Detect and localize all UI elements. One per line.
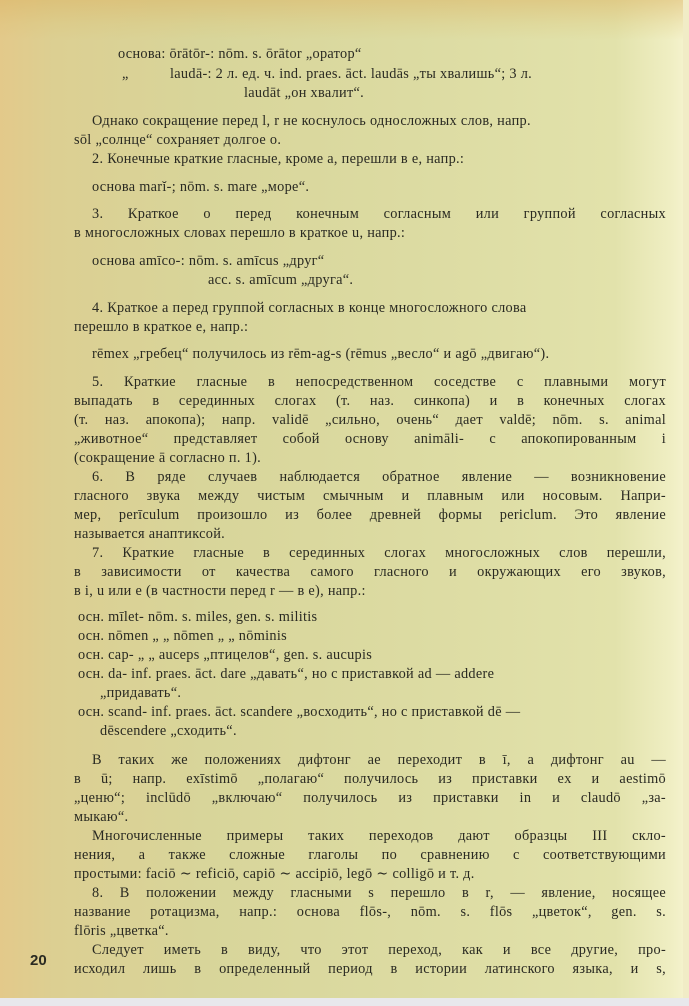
text-line: в i, u или e (в частности перед r — в e), напр.:	[74, 583, 366, 599]
text-line: гласного звука между чистым смычным и плавным или носовым. Напри-	[74, 488, 666, 504]
text-line: flōris „цветка“.	[74, 923, 169, 939]
text-line: перешло в краткое e, напр.:	[74, 319, 249, 335]
text-line: (сокращение ā согласно п. 1).	[74, 450, 262, 466]
text-line: (т. наз. апокопа); напр. validē „сильно, очень“ дает valdē; nōm. s. animal	[74, 412, 666, 428]
page-number: 20	[30, 952, 47, 969]
text-line: называется анаптиксой.	[74, 526, 226, 542]
text-line: основа: ōrātōr-: nōm. s. ōrātor „оратор“	[118, 46, 362, 62]
page-edge	[683, 0, 689, 998]
text-line: 3. Краткое о перед конечным согласным или группой согласных	[92, 206, 666, 222]
text-line: В таких же положениях дифтонг ae переходит в ī, а дифтонг au —	[92, 752, 666, 768]
text-line: „придавать“.	[100, 685, 182, 701]
text-line: мыкаю“.	[74, 809, 129, 825]
text-line: осн. scand- inf. praes. āct. scandere „восходить“, но с приставкой dē —	[78, 704, 521, 720]
text-line: осн. mīlet- nōm. s. miles, gen. s. militis	[78, 609, 318, 625]
text-line: осн. nōmen „ „ nōmen „ „ nōminis	[78, 628, 287, 644]
text-line: осн. cap- „ „ auceps „птицелов“, gen. s. aucupis	[78, 647, 373, 663]
text-line: acc. s. amīcum „друга“.	[208, 272, 354, 288]
text-line: выпадать в серединных слогах (т. наз. синкопа) и в конечных слогах	[74, 393, 666, 409]
text-line: Следует иметь в виду, что этот переход, как и все другие, про-	[92, 942, 666, 958]
text-line: мер, perīculum произошло из более древней формы periclum. Это явление	[74, 507, 666, 523]
text-line: „ценю“; inclūdō „включаю“ получилось из приставки in и claudō „за-	[74, 790, 666, 806]
text-line: rēmex „гребец“ получилось из rēm-ag-s (rēmus „весло“ и agō „двигаю“).	[92, 346, 550, 362]
text-line: Однако сокращение перед l, r не коснулось односложных слов, напр.	[92, 113, 531, 129]
text-line: основа marĭ-; nōm. s. mare „море“.	[92, 179, 310, 195]
text-line: нения, а также сложные глаголы по сравнению с соответствующими	[74, 847, 666, 863]
text-line: „животное“ представляет собой основу animāli- с апокопированным i	[74, 431, 666, 447]
text-line: dēscendere „сходить“.	[100, 723, 237, 739]
text-line: в ū; напр. exīstimō „полагаю“ получилось из приставки ex и aestimō	[74, 771, 666, 787]
text-line: 5. Краткие гласные в непосредственном соседстве с плавными могут	[92, 374, 666, 390]
text-line: исходил лишь в определенный период в истории латинского языка, и s,	[74, 961, 666, 977]
page-shadow	[0, 0, 683, 40]
text-line: 8. В положении между гласными s перешло в r, — явление, носящее	[92, 885, 666, 901]
text-line: основа amīco-: nōm. s. amīcus „друг“	[92, 253, 325, 269]
text-line: sōl „солнце“ сохраняет долгое о.	[74, 132, 282, 148]
text-line: название ротацизма, напр.: основа flōs-, nōm. s. flōs „цветок“, gen. s.	[74, 904, 666, 920]
text-line: в зависимости от качества самого гласного и окружающих его звуков,	[74, 564, 666, 580]
text-line: laudāt „он хвалит“.	[244, 85, 365, 101]
text-line: в многосложных словах перешло в краткое u, напр.:	[74, 225, 406, 241]
text-line: Многочисленные примеры таких переходов дают образцы III скло-	[92, 828, 666, 844]
text-line: 7. Краткие гласные в серединных слогах многосложных слов перешли,	[92, 545, 666, 561]
scan-border	[0, 998, 689, 1006]
text-line: 4. Краткое a перед группой согласных в конце многосложного слова	[92, 300, 527, 316]
text-line: простыми: faciō ∼ reficiō, capiō ∼ accipiō, legō ∼ colligō и т. д.	[74, 866, 475, 882]
text-line: осн. da- inf. praes. āct. dare „давать“, но с приставкой ad — addere	[78, 666, 495, 682]
text-line: 6. В ряде случаев наблюдается обратное явление — возникновение	[92, 469, 666, 485]
text-line: „	[122, 66, 129, 82]
text-line: 2. Конечные краткие гласные, кроме a, перешли в e, напр.:	[92, 151, 465, 167]
text-line: laudā-: 2 л. ед. ч. ind. praes. āct. laudās „ты хвалишь“; 3 л.	[170, 66, 533, 82]
